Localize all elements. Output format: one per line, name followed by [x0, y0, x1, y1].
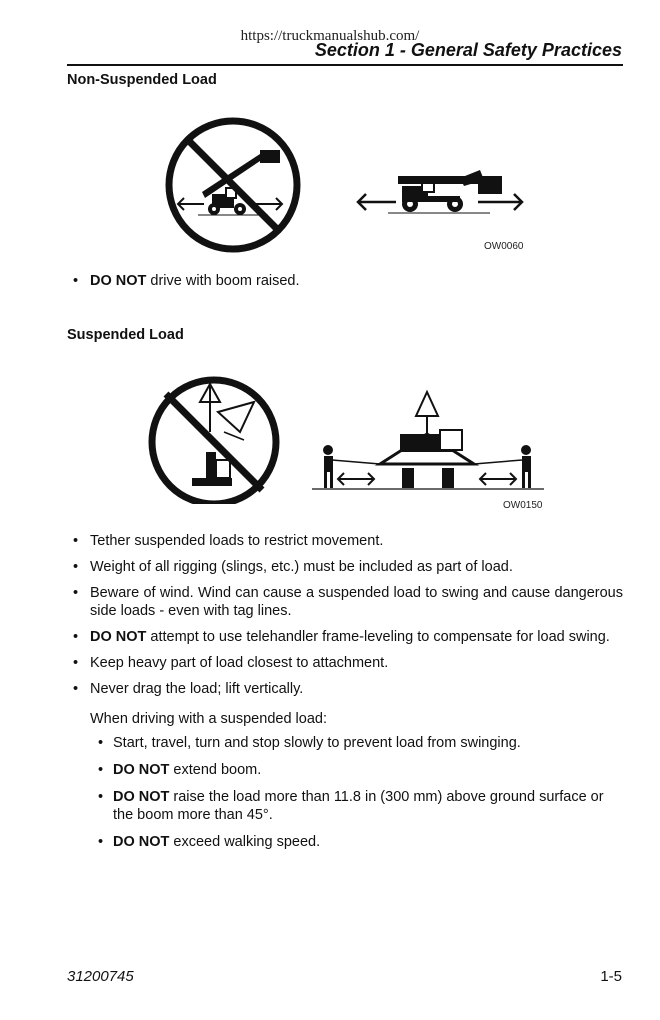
- list-item: • Keep heavy part of load closest to attachment.: [73, 654, 623, 672]
- suspended-bullets: [73, 532, 623, 698]
- tag-line-handlers-icon: [312, 392, 544, 489]
- list-item: • Tether suspended loads to restrict movement.: [73, 532, 623, 550]
- page-number: 1-5: [600, 968, 622, 985]
- heading-non-suspended-load: Non-Suspended Load: [67, 72, 217, 88]
- list-item: • DO NOT extend boom.: [98, 761, 623, 779]
- prohibited-sign-icon: [169, 121, 297, 249]
- no-drive-boom-raised-figure: [160, 112, 540, 260]
- document-number: 31200745: [67, 968, 134, 985]
- driving-intro: When driving with a suspended load:: [90, 711, 327, 727]
- prohibited-sign-icon: [152, 380, 276, 504]
- non-suspended-bullets: [73, 272, 623, 290]
- list-item: • Start, travel, turn and stop slowly to prevent load from swinging.: [98, 734, 623, 752]
- driving-bullets: [98, 734, 623, 851]
- heading-suspended-load: Suspended Load: [67, 327, 184, 343]
- figure-code: OW0150: [503, 500, 543, 511]
- list-item: • Never drag the load; lift vertically.: [73, 680, 623, 698]
- list-item: • DO NOT attempt to use telehandler frame-leveling to compensate for load swing.: [73, 628, 623, 646]
- source-url: https://truckmanualshub.com/: [240, 28, 420, 44]
- list-item: • DO NOT drive with boom raised.: [73, 272, 623, 290]
- list-item: • Weight of all rigging (slings, etc.) must be included as part of load.: [73, 558, 623, 576]
- section-title: Section 1 - General Safety Practices: [314, 40, 622, 60]
- header-rule: [67, 64, 623, 66]
- list-item: • DO NOT raise the load more than 11.8 in (300 mm) above ground surface or the boom more than 45°.: [98, 788, 623, 824]
- list-item: • Beware of wind. Wind can cause a suspended load to swing and cause dangerous side loads - even with tag lines.: [73, 584, 623, 620]
- list-item: • DO NOT exceed walking speed.: [98, 833, 623, 851]
- telehandler-boom-lowered-icon: [358, 170, 522, 213]
- figure-code: OW0060: [484, 241, 524, 252]
- suspended-load-figure: [144, 372, 544, 504]
